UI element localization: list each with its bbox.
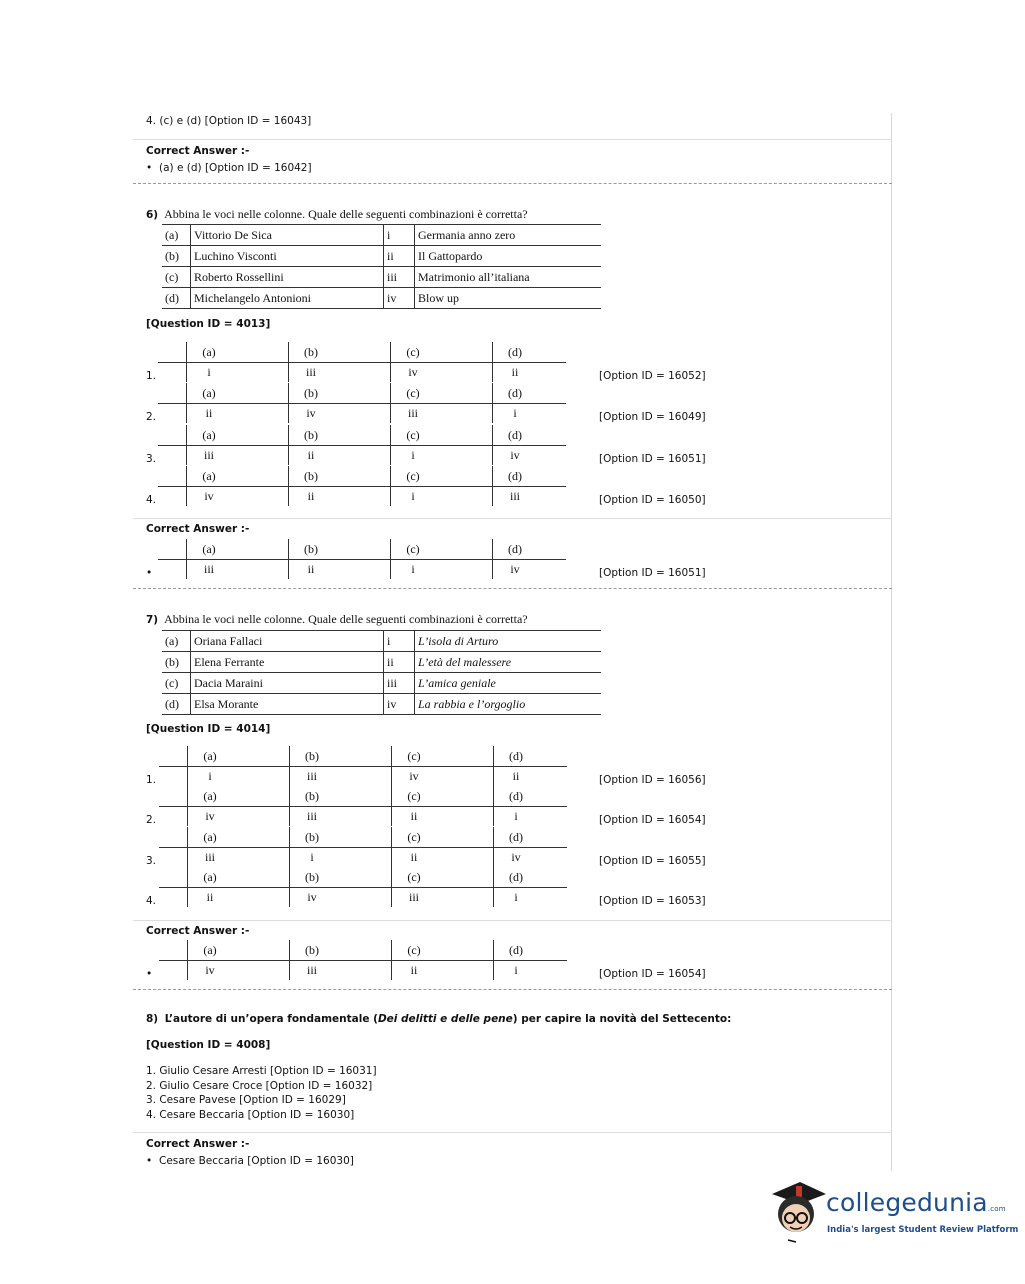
grid-header: (a) [203, 830, 217, 844]
option-grid [159, 867, 567, 907]
option-number: 2. [146, 411, 157, 423]
row-letter: (b) [162, 652, 191, 673]
grid-header: (c) [406, 345, 420, 359]
grid-line [288, 383, 289, 423]
grid-value: ii [307, 448, 315, 462]
logo-name: collegedunia [826, 1188, 988, 1217]
right-item: Matrimonio all’italiana [415, 267, 602, 288]
left-item: Vittorio De Sica [191, 225, 384, 246]
option-3: 3. Cesare Pavese [Option ID = 16029] [146, 1094, 346, 1106]
option-number: 3. [146, 453, 157, 465]
option-id: [Option ID = 16049] [599, 411, 706, 423]
grid-header: (a) [202, 542, 216, 556]
question-body: Abbina le voci nelle colonne. Quale delle seguenti combinazioni è corretta? [164, 612, 528, 626]
grid-value: iv [408, 365, 418, 379]
matching-row [162, 225, 601, 246]
right-item: L’amica geniale [415, 673, 602, 694]
grid-line [288, 466, 289, 506]
grid-value: iv [510, 562, 520, 576]
row-letter: (c) [162, 267, 191, 288]
grid-header: (a) [203, 789, 217, 803]
left-item: Luchino Visconti [191, 246, 384, 267]
grid-value: i [514, 809, 518, 823]
grid-line [187, 867, 188, 907]
question-body-pre: L’autore di un’opera fondamentale ( [164, 1013, 378, 1025]
option-1: 1. Giulio Cesare Arresti [Option ID = 16031] [146, 1065, 377, 1077]
option-number: • [146, 567, 153, 579]
q6-matching-table [162, 224, 601, 309]
grid-value: ii [410, 963, 418, 977]
logo-tagline: India's largest Student Review Platform [827, 1225, 1019, 1235]
grid-header: (a) [202, 345, 216, 359]
grid-line [492, 425, 493, 465]
grid-value: iii [509, 489, 520, 503]
section-separator [133, 588, 892, 589]
grid-line [187, 827, 188, 867]
option-grid [159, 827, 567, 867]
question-body: Abbina le voci nelle colonne. Quale delle seguenti combinazioni è corretta? [164, 207, 528, 221]
divider [133, 920, 892, 921]
grid-value: ii [410, 809, 418, 823]
grid-header: (b) [305, 789, 319, 803]
grid-header: (d) [509, 870, 523, 884]
grid-header: (b) [305, 830, 319, 844]
grid-line [390, 342, 391, 382]
grid-header: (c) [406, 469, 420, 483]
right-item: Blow up [415, 288, 602, 309]
grid-value: ii [307, 562, 315, 576]
mascot-icon [766, 1178, 828, 1244]
question-number: 8) [146, 1013, 159, 1025]
option-grid [158, 425, 566, 465]
option-id: [Option ID = 16054] [599, 968, 706, 980]
grid-line [391, 940, 392, 980]
correct-answer-label: Correct Answer :- [146, 523, 250, 535]
grid-line [492, 342, 493, 382]
grid-value: i [411, 489, 415, 503]
option-id: [Option ID = 16053] [599, 895, 706, 907]
grid-line [288, 425, 289, 465]
q7-matching-table [162, 630, 601, 715]
grid-header: (d) [508, 428, 522, 442]
grid-value: iv [409, 769, 419, 783]
option-id: [Option ID = 16054] [599, 814, 706, 826]
option-id: [Option ID = 16052] [599, 370, 706, 382]
grid-header: (c) [407, 943, 421, 957]
grid-line [159, 806, 567, 807]
row-letter: (c) [162, 673, 191, 694]
grid-value: iv [205, 809, 215, 823]
grid-value: iii [203, 448, 214, 462]
matching-row [162, 288, 601, 309]
grid-line [289, 786, 290, 826]
logo-suffix: .com [987, 1205, 1006, 1213]
question-8-text [146, 1013, 731, 1025]
left-item: Elena Ferrante [191, 652, 384, 673]
row-letter: (a) [162, 631, 191, 652]
option-number: 1. [146, 774, 157, 786]
grid-header: (d) [509, 749, 523, 763]
grid-header: (c) [406, 542, 420, 556]
grid-value: iii [407, 406, 418, 420]
grid-value: iii [306, 809, 317, 823]
left-item: Dacia Maraini [191, 673, 384, 694]
grid-line [158, 445, 566, 446]
grid-header: (b) [304, 469, 318, 483]
grid-line [390, 425, 391, 465]
grid-header: (c) [407, 749, 421, 763]
grid-line [390, 383, 391, 423]
right-item: La rabbia e l’orgoglio [415, 694, 602, 715]
option-grid [159, 940, 567, 980]
section-separator [133, 183, 892, 184]
grid-line [493, 940, 494, 980]
grid-line [159, 887, 567, 888]
grid-header: (a) [202, 469, 216, 483]
question-7-text [146, 612, 528, 627]
question-id: [Question ID = 4014] [146, 723, 271, 735]
left-item: Michelangelo Antonioni [191, 288, 384, 309]
grid-header: (c) [406, 428, 420, 442]
option-number: • [146, 968, 153, 980]
grid-line [289, 940, 290, 980]
grid-line [390, 539, 391, 579]
grid-header: (a) [203, 943, 217, 957]
grid-header: (b) [304, 542, 318, 556]
correct-answer-label: Correct Answer :- [146, 1138, 250, 1150]
grid-line [186, 425, 187, 465]
grid-value: i [207, 365, 211, 379]
grid-line [493, 827, 494, 867]
grid-value: iv [205, 963, 215, 977]
divider [133, 518, 892, 519]
grid-header: (b) [305, 943, 319, 957]
grid-value: i [513, 406, 517, 420]
grid-line [158, 403, 566, 404]
right-item: Il Gattopardo [415, 246, 602, 267]
grid-header: (d) [508, 386, 522, 400]
grid-value: iii [306, 769, 317, 783]
grid-header: (a) [203, 870, 217, 884]
option-number: 4. [146, 895, 157, 907]
matching-row [162, 267, 601, 288]
page-right-border [891, 113, 892, 1171]
grid-line [492, 539, 493, 579]
right-item: Germania anno zero [415, 225, 602, 246]
grid-line [390, 466, 391, 506]
grid-line [493, 786, 494, 826]
grid-value: iii [408, 890, 419, 904]
matching-row [162, 652, 601, 673]
row-letter: (d) [162, 694, 191, 715]
grid-value: i [411, 448, 415, 462]
grid-value: iv [511, 850, 521, 864]
collegedunia-logo [766, 1178, 1019, 1248]
matching-row [162, 631, 601, 652]
row-numeral: i [384, 225, 415, 246]
grid-value: iv [307, 890, 317, 904]
grid-header: (a) [202, 386, 216, 400]
grid-header: (b) [304, 386, 318, 400]
grid-header: (d) [508, 345, 522, 359]
divider [133, 1132, 892, 1133]
grid-value: i [310, 850, 314, 864]
grid-line [158, 486, 566, 487]
grid-value: iii [204, 850, 215, 864]
option-grid [158, 342, 566, 382]
row-numeral: ii [384, 246, 415, 267]
grid-value: ii [206, 890, 214, 904]
grid-line [289, 746, 290, 786]
grid-value: iv [306, 406, 316, 420]
row-numeral: iv [384, 288, 415, 309]
option-4: 4. Cesare Beccaria [Option ID = 16030] [146, 1108, 355, 1121]
grid-value: i [514, 963, 518, 977]
grid-value: ii [205, 406, 213, 420]
option-grid [159, 786, 567, 826]
grid-header: (c) [406, 386, 420, 400]
question-id: [Question ID = 4008] [146, 1039, 271, 1051]
grid-line [289, 827, 290, 867]
grid-header: (b) [305, 870, 319, 884]
option-id: [Option ID = 16055] [599, 855, 706, 867]
grid-header: (b) [305, 749, 319, 763]
question-6-text [146, 207, 528, 222]
option-number: 3. [146, 855, 157, 867]
left-item: Elsa Morante [191, 694, 384, 715]
grid-line [159, 766, 567, 767]
option-number: 2. [146, 814, 157, 826]
option-number: 4. [146, 494, 157, 506]
grid-value: iii [306, 963, 317, 977]
grid-value: i [208, 769, 212, 783]
option-grid [158, 466, 566, 506]
option-id: [Option ID = 16056] [599, 774, 706, 786]
right-item: L’età del malessere [415, 652, 602, 673]
row-numeral: iv [384, 694, 415, 715]
matching-row [162, 246, 601, 267]
grid-header: (d) [509, 943, 523, 957]
grid-line [187, 786, 188, 826]
grid-line [288, 539, 289, 579]
grid-line [158, 362, 566, 363]
grid-line [159, 960, 567, 961]
grid-header: (c) [407, 870, 421, 884]
question-number: 6) [146, 209, 159, 221]
grid-line [391, 746, 392, 786]
grid-header: (c) [407, 830, 421, 844]
grid-line [187, 940, 188, 980]
grid-value: i [514, 890, 518, 904]
grid-value: ii [307, 489, 315, 503]
grid-header: (a) [203, 749, 217, 763]
grid-line [186, 539, 187, 579]
row-numeral: iii [384, 673, 415, 694]
matching-row [162, 694, 601, 715]
grid-line [289, 867, 290, 907]
grid-header: (d) [509, 830, 523, 844]
question-id: [Question ID = 4013] [146, 318, 271, 330]
grid-value: ii [410, 850, 418, 864]
previous-option-4: 4. (c) e (d) [Option ID = 16043] [146, 115, 312, 127]
grid-line [492, 466, 493, 506]
grid-header: (c) [407, 789, 421, 803]
grid-line [391, 867, 392, 907]
grid-value: iv [510, 448, 520, 462]
grid-header: (b) [304, 428, 318, 442]
grid-value: iii [305, 365, 316, 379]
grid-line [187, 746, 188, 786]
row-letter: (d) [162, 288, 191, 309]
correct-answer-label: Correct Answer :- [146, 925, 250, 937]
grid-line [288, 342, 289, 382]
grid-line [391, 827, 392, 867]
grid-line [159, 847, 567, 848]
grid-line [158, 559, 566, 560]
section-separator [133, 989, 892, 990]
option-grid [158, 539, 566, 579]
option-2: 2. Giulio Cesare Croce [Option ID = 16032] [146, 1079, 373, 1092]
grid-line [186, 466, 187, 506]
option-number: 1. [146, 370, 157, 382]
grid-header: (d) [509, 789, 523, 803]
option-id: [Option ID = 16051] [599, 453, 706, 465]
question-body-post: ) per capire la novità del Settecento: [512, 1013, 732, 1025]
row-letter: (b) [162, 246, 191, 267]
grid-value: ii [511, 365, 519, 379]
option-grid [158, 383, 566, 423]
q8-correct-answer: • Cesare Beccaria [Option ID = 16030] [159, 1155, 354, 1167]
correct-answer-label: Correct Answer :- [146, 145, 250, 157]
q8-options-list [146, 1064, 377, 1122]
left-item: Roberto Rossellini [191, 267, 384, 288]
grid-line [493, 746, 494, 786]
question-body-italic: Dei delitti e delle pene [377, 1013, 513, 1025]
option-grid [159, 746, 567, 786]
option-id: [Option ID = 16051] [599, 567, 706, 579]
previous-correct-answer: • (a) e (d) [Option ID = 16042] [159, 162, 312, 174]
grid-header: (b) [304, 345, 318, 359]
left-item: Oriana Fallaci [191, 631, 384, 652]
grid-header: (d) [508, 469, 522, 483]
grid-line [492, 383, 493, 423]
grid-value: i [411, 562, 415, 576]
row-numeral: iii [384, 267, 415, 288]
grid-line [186, 342, 187, 382]
divider [133, 139, 892, 140]
grid-header: (a) [202, 428, 216, 442]
question-number: 7) [146, 614, 159, 626]
grid-value: ii [512, 769, 520, 783]
row-numeral: ii [384, 652, 415, 673]
grid-line [186, 383, 187, 423]
grid-line [391, 786, 392, 826]
grid-value: iii [203, 562, 214, 576]
matching-row [162, 673, 601, 694]
row-letter: (a) [162, 225, 191, 246]
row-numeral: i [384, 631, 415, 652]
grid-header: (d) [508, 542, 522, 556]
right-item: L’isola di Arturo [415, 631, 602, 652]
option-id: [Option ID = 16050] [599, 494, 706, 506]
grid-line [493, 867, 494, 907]
grid-value: iv [204, 489, 214, 503]
